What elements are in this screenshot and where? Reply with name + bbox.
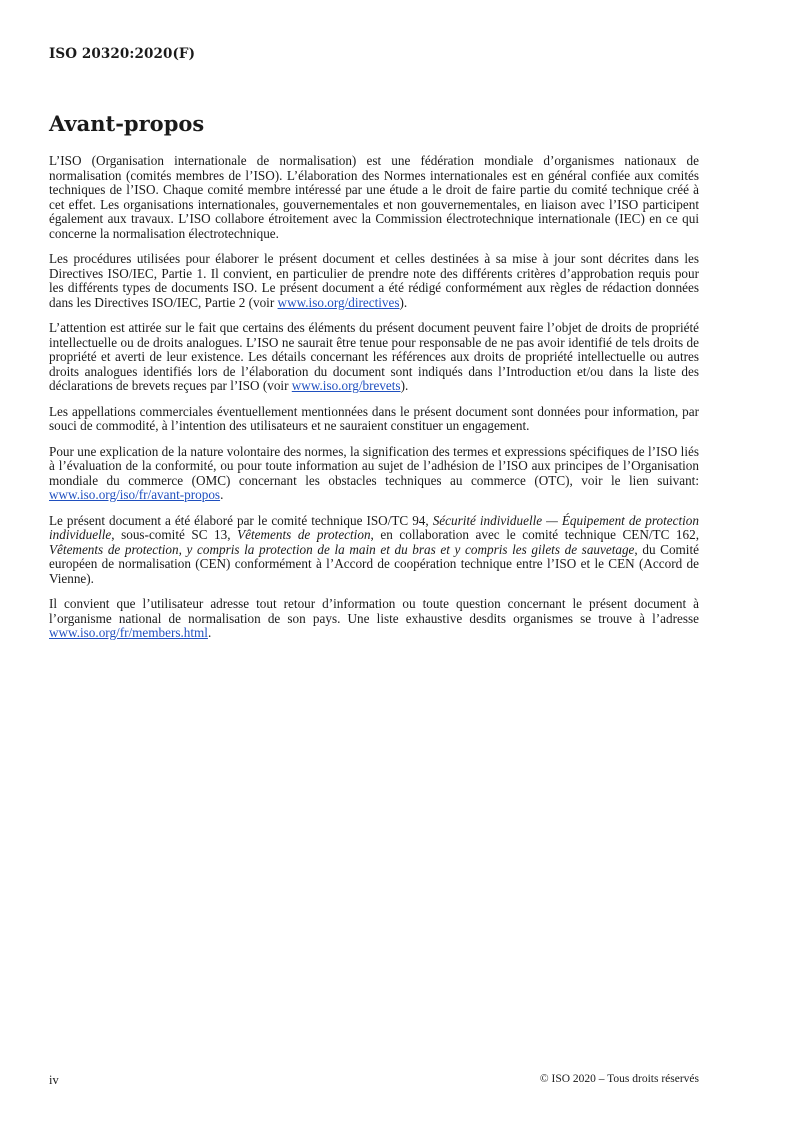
paragraph-3-end: ). [400,378,409,393]
page-title: Avant-propos [49,111,205,136]
paragraph-5-end: . [220,487,224,502]
document-id: ISO 20320:2020(F) [49,46,196,62]
committee-title: Sécurité individuelle — Équipement de protection individuelle [49,512,699,542]
paragraph-6-e: , en collaboration avec le comité technique CEN/TC 162, [370,527,700,542]
foreword-link[interactable]: www.iso.org/iso/fr/avant-propos [49,487,221,502]
foreword-body [49,154,699,652]
paragraph-5 [49,445,699,503]
copyright-notice: © ISO 2020 – Tous droits réservés [539,1073,699,1085]
paragraph-2-text: Les procédures utilisées pour élaborer le présent document et celles destinées à sa mise à jour sont décrites dans les Directives ISO/IEC, Partie 1. Il convient, en particulier de prendre note des différents critères d’approbation requis pour les différents types de documents ISO. Le présent document a été rédigé conformément aux règles de rédaction données dans les Directives ISO/IEC, Partie 2 (voir [49,251,699,310]
paragraph-7-text: Il convient que l’utilisateur adresse tout retour d’information ou toute question concernant le présent document à l’organisme national de normalisation de son pays. Une liste exhaustive desdits organismes se trouve à l’adresse [49,596,699,626]
paragraph-4: Les appellations commerciales éventuellement mentionnées dans le présent document sont données pour information, par souci de commodité, à l’intention des utilisateurs et ne sauraient constituer un engagement. [49,403,699,433]
cen-committee-title: Vêtements de protection, y compris la protection de la main et du bras et y compris les gilets de sauvetage [49,541,635,557]
patents-link[interactable]: www.iso.org/brevets [291,378,401,393]
paragraph-6-c: , sous-comité SC 13, [111,527,238,542]
directives-link[interactable]: www.iso.org/directives [277,294,400,310]
paragraph-7-end: . [207,625,212,640]
paragraph-6 [49,514,699,587]
paragraph-3 [49,321,699,394]
paragraph-6-a: Le présent document a été élaboré par le comité technique ISO/TC 94, [49,512,433,528]
subcommittee-title: Vêtements de protection [237,527,371,542]
paragraph-1: L’ISO (Organisation internationale de normalisation) est une fédération mondiale d’organismes nationaux de normalisation (comités membres de l’ISO). L’élaboration des Normes internationales est en général confiée aux comités techniques de l’ISO. Chaque comité membre intéressé par une étude a le droit de faire partie du comité technique créé à cet effet. Les organisations internationales, gouvernementales et non gouvernementales, en liaison avec l’ISO participent également aux travaux. L’ISO collabore étroitement avec la Commission électrotechnique internationale (IEC) en ce qui concerne la normalisation électrotechnique. [49,153,699,241]
paragraph-5-text: Pour une explication de la nature volontaire des normes, la signification des termes et expressions spécifiques de l’ISO liés à l’évaluation de la conformité, ou pour toute information au sujet de l’adhésion de l’ISO aux principes de l’Organisation mondiale du commerce (OMC) concernant les obstacles techniques au commerce (OTC), voir le lien suivant: [49,443,699,488]
paragraph-7 [49,597,699,641]
paragraph-2-end: ). [399,294,408,310]
paragraph-2 [49,252,699,310]
members-link[interactable]: www.iso.org/fr/members.html [49,625,208,640]
page-number: iv [49,1073,59,1087]
paragraph-3-text: L’attention est attirée sur le fait que certains des éléments du présent document peuvent faire l’objet de droits de propriété intellectuelle ou de droits analogues. L’ISO ne saurait être tenue pour responsable de ne pas avoir identifié de tels droits de propriété et averti de leur existence. Les détails concernant les références aux droits de propriété intellectuelle ou autres droits analogues identifiés lors de l’élaboration du document sont indiqués dans l’Introduction et/ou dans la liste des déclarations de brevets reçues par l’ISO (voir [49,320,699,393]
paragraph-6-g: , du Comité européen de normalisation (CEN) conformément à l’Accord de coopération technique entre l’ISO et le CEN (Accord de Vienne). [49,541,699,586]
